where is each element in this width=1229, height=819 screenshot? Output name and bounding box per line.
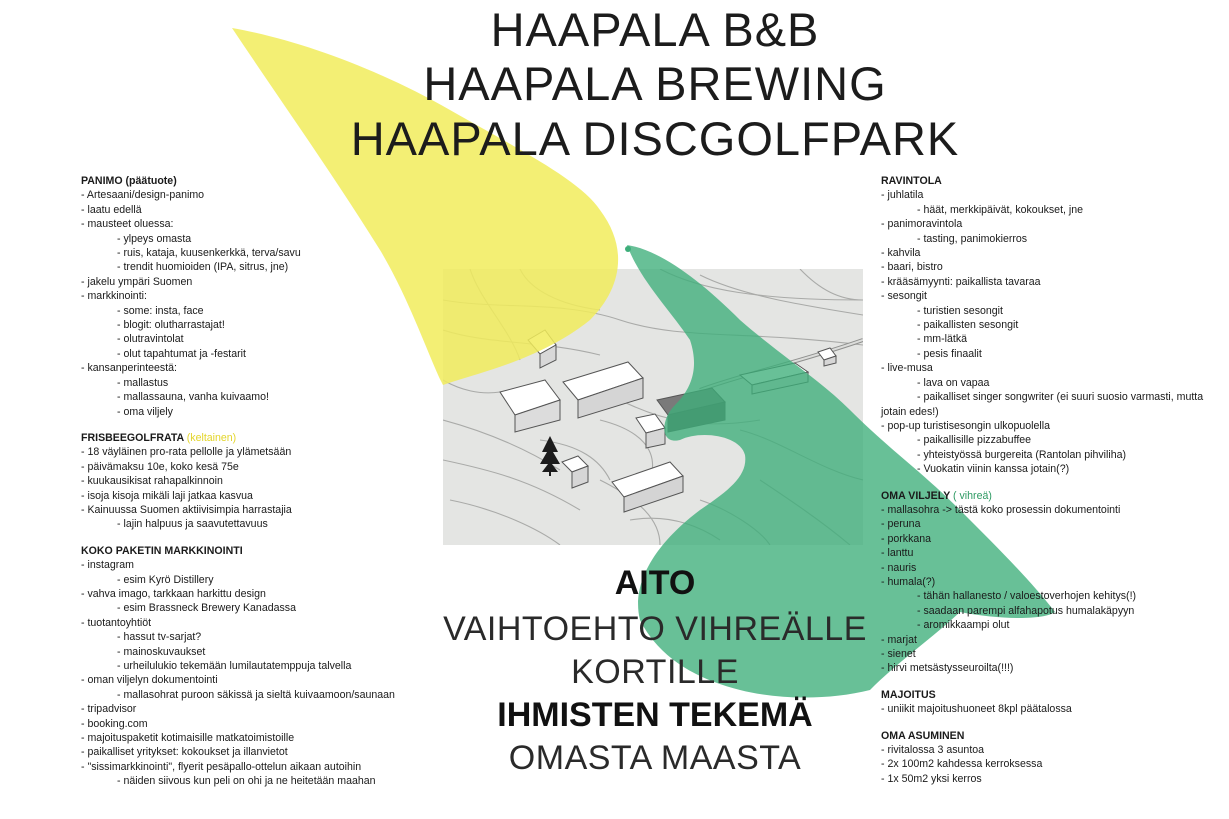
list-item: - tasting, panimokierros (917, 232, 1028, 245)
list-item: - nauris (881, 561, 917, 574)
list-item: - päivämaksu 10e, koko kesä 75e (81, 460, 239, 473)
list-item: - esim Brassneck Brewery Kanadassa (117, 602, 296, 615)
list-item: - jakelu ympäri Suomen (81, 275, 193, 288)
list-item: - häät, merkkipäivät, kokoukset, jne (917, 203, 1084, 216)
section-heading (81, 174, 441, 188)
list-item: - panimoravintola (881, 218, 963, 231)
list-item: - paikalliset yritykset: kokoukset ja illanvietot (81, 746, 288, 759)
list-item: - pop-up turistisesongin ulkopuolella (881, 419, 1051, 432)
slogan-aito: AITO (614, 564, 696, 602)
list-item: - tuotantoyhtiöt (81, 616, 152, 629)
list-item: - yhteistyössä burgereita (Rantolan pihviliha) (917, 448, 1127, 461)
list-item: - "sissimarkkinointi", flyerit pesäpallo-ottelun aikaan autoihin (81, 760, 362, 773)
slogan-omasta: OMASTA MAASTA (508, 739, 802, 777)
list-item: - lajin halpuus ja saavutettavuus (117, 518, 268, 531)
list-item: - paikallisten sesongit (917, 319, 1019, 332)
list-item: - ruis, kataja, kuusenkerkkä, terva/savu (117, 247, 301, 260)
list-item: - lanttu (881, 547, 914, 560)
list-item: - Vuokatin viinin kanssa jotain(?) (917, 463, 1070, 476)
list-item: - live-musa (881, 362, 933, 375)
list-item: - isoja kisoja mikäli laji jatkaa kasvua (81, 489, 253, 502)
list-item: - hassut tv-sarjat? (117, 631, 202, 644)
list-item: - Kainuussa Suomen aktiivisimpia harrastajia (81, 503, 292, 516)
list-item: - some: insta, face (117, 304, 204, 317)
list-item: - mallassauna, vanha kuivaamo! (117, 391, 269, 404)
section (881, 729, 1211, 787)
color-tag: ( vihreä) (953, 489, 992, 502)
list-item: - paikallisille pizzabuffee (917, 434, 1032, 447)
list-item: - mallasohrat puroon säkissä ja sieltä kuivaamoon/saunaan (117, 688, 395, 701)
list-item: - trendit huomioiden (IPA, sitrus, jne) (117, 261, 289, 274)
slogan-kortille: KORTILLE (571, 653, 739, 691)
list-item: - tripadvisor (81, 703, 137, 716)
list-item: - rivitalossa 3 asuntoa (881, 744, 985, 757)
section-heading-text: OMA ASUMINEN (881, 729, 965, 742)
list-item: - uniikit majoitushuoneet 8kpl päätalossa (881, 703, 1072, 716)
list-item: - mallastus (117, 376, 169, 389)
section-heading (81, 431, 441, 445)
section (881, 174, 1211, 477)
list-item: - vahva imago, tarkkaan harkittu design (81, 587, 266, 600)
slogan-vaihtoehto: VAIHTOEHTO VIHREÄLLE (443, 610, 867, 648)
list-item: - kahvila (881, 247, 921, 260)
list-item: - oman viljelyn dokumentointi (81, 674, 218, 687)
list-item: - sesongit (881, 290, 927, 303)
section-heading-text: MAJOITUS (881, 688, 936, 701)
title-brewing: HAAPALA BREWING (423, 57, 887, 110)
section (881, 489, 1211, 676)
list-item: - laatu edellä (81, 203, 142, 216)
left-column (81, 174, 441, 789)
list-item: - ylpeys omasta (117, 232, 192, 245)
list-item: - aromikkaampi olut (917, 619, 1010, 632)
section-heading (881, 729, 1211, 743)
section-heading-text: OMA VILJELY (881, 489, 951, 502)
section (81, 544, 441, 789)
list-item: - mausteet oluessa: (81, 218, 174, 231)
list-item: - olut tapahtumat ja -festarit (117, 347, 246, 360)
section-heading-text: FRISBEEGOLFRATA (81, 431, 184, 444)
list-item: - blogit: olutharrastajat! (117, 319, 225, 332)
section-heading-text: PANIMO (päätuote) (81, 175, 177, 187)
list-item: - 2x 100m2 kahdessa kerroksessa (881, 758, 1043, 771)
list-item: - instagram (81, 559, 134, 572)
list-item: - turistien sesongit (917, 304, 1003, 317)
list-item: - olutravintolat (117, 333, 184, 346)
list-item: - mallasohra -> tästä koko prosessin dokumentointi (881, 503, 1121, 516)
list-item: - näiden siivous kun peli on ohi ja ne heitetään maahan (117, 775, 376, 788)
list-item: - Artesaani/design-panimo (81, 189, 205, 202)
color-tag: (keltainen) (186, 431, 237, 444)
list-item: - 1x 50m2 yksi kerros (881, 772, 982, 785)
section-heading-text: RAVINTOLA (881, 175, 942, 187)
list-item: - majoituspaketit kotimaisille matkatoimistoille (81, 732, 295, 745)
slogan-ihmisten: IHMISTEN TEKEMÄ (497, 696, 813, 734)
section-heading (81, 544, 441, 558)
list-item: - kuukausikisat rahapalkinnoin (81, 475, 223, 488)
section (81, 431, 441, 532)
list-item: - kansanperinteestä: (81, 362, 177, 375)
list-item: - marjat (881, 633, 917, 646)
right-column (881, 174, 1211, 786)
title-discgolfpark: HAAPALA DISCGOLFPARK (350, 112, 960, 165)
list-item: - markkinointi: (81, 290, 147, 303)
list-item: - hirvi metsästysseuroilta(!!!) (881, 662, 1014, 675)
section (81, 174, 441, 419)
list-item: - mainoskuvaukset (117, 645, 206, 658)
list-item: - humala(?) (881, 575, 936, 588)
list-item: - lava on vapaa (917, 376, 990, 389)
list-item: - booking.com (81, 717, 148, 730)
list-item: - esim Kyrö Distillery (117, 573, 214, 586)
list-item: - oma viljely (117, 405, 173, 418)
list-item: - 18 väyläinen pro-rata pellolle ja ylämetsään (81, 446, 292, 459)
list-item: - pesis finaalit (917, 347, 982, 360)
list-item: - baari, bistro (881, 261, 943, 274)
section-heading (881, 174, 1211, 188)
list-item: - sienet (881, 648, 916, 660)
list-item: - urheilulukio tekemään lumilautatemppuja talvella (117, 660, 352, 672)
list-item: - mm-lätkä (917, 333, 968, 346)
section (881, 688, 1211, 717)
section-heading-text: KOKO PAKETIN MARKKINOINTI (81, 544, 243, 557)
title-bb: HAAPALA B&B (490, 3, 820, 56)
list-item: - porkkana (881, 532, 932, 545)
list-item: - paikalliset singer songwriter (ei suuri suosio varmasti, mutta jotain edes!) (881, 391, 1204, 418)
list-item: - tähän hallanesto / valoestoverhojen kehitys(!) (917, 590, 1137, 603)
section-heading (881, 688, 1211, 702)
list-item: - peruna (881, 518, 921, 531)
list-item: - saadaan parempi alfahapotus humalakäpyyn (917, 604, 1135, 617)
list-item: - juhlatila (881, 189, 924, 202)
section-heading (881, 489, 1211, 503)
list-item: - krääsämyynti: paikallista tavaraa (881, 275, 1041, 288)
